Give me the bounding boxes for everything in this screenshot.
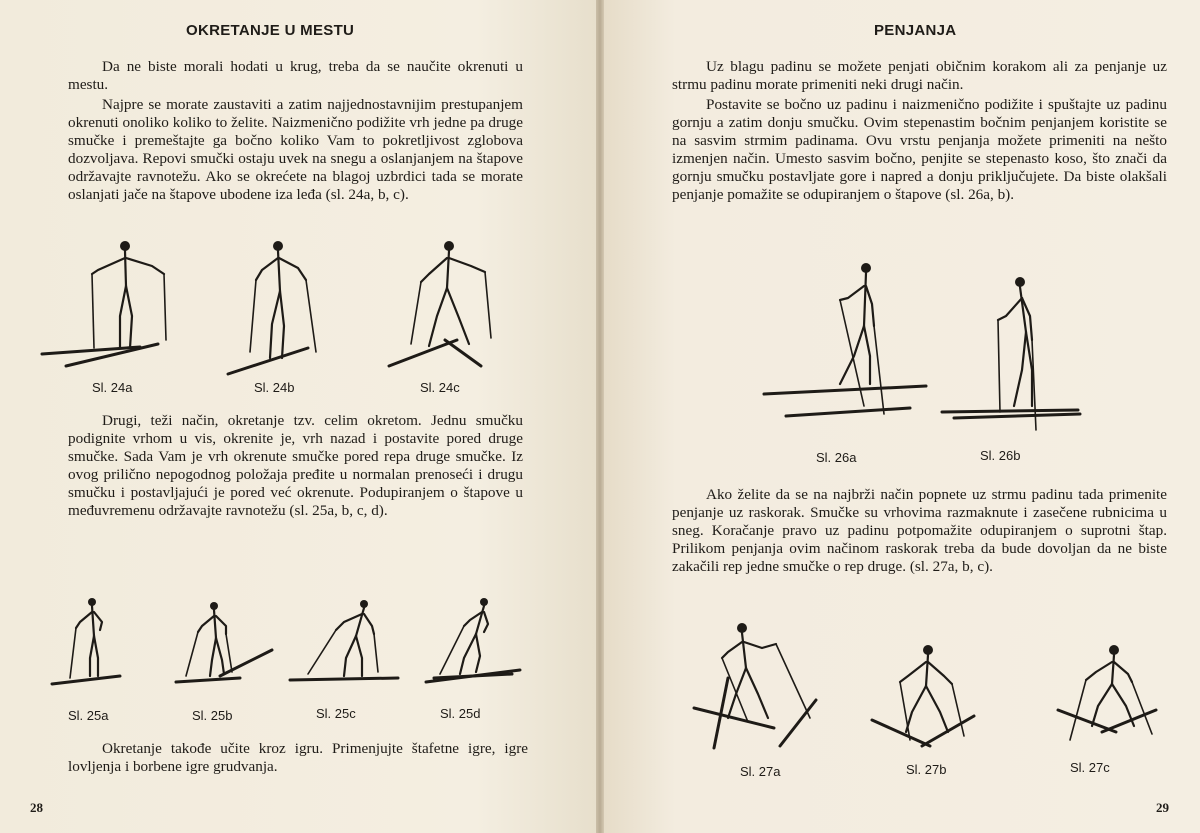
caption-24b: Sl. 24b [254,380,295,395]
left-para-1 [68,58,523,94]
left-para-1-text: Da ne biste morali hodati u krug, treba da se naučite okrenuti u mestu. [68,58,523,93]
figure-24c-skier [385,236,505,376]
right-para-2 [672,96,1167,204]
left-para-3-text: Drugi, teži način, okretanje tzv. celim okretom. Jednu smučku podignite vrhom u vis, okrenite je, vrh nazad i postavite pored druge smučke. Sada Vam je vrh okrenute smučke pored repa druge smučke. Iz ovog prilično nepogodnog položaja pređite u normalan prenoseći i drugu smučku i postavljajući je pored već okrenute. Podupiranjem o štapove u međuvremenu održavajte ravnotežu (sl. 25a, b, c, d). [68,412,523,519]
caption-24a: Sl. 24a [92,380,133,395]
caption-27c: Sl. 27c [1070,760,1110,775]
figure-24a-skier [40,236,200,371]
caption-26b: Sl. 26b [980,448,1021,463]
caption-25a: Sl. 25a [68,708,109,723]
figure-26b-skier [942,270,1092,430]
left-page [0,0,596,833]
figure-24b-skier [218,236,338,381]
left-para-4 [68,740,528,776]
left-para-4-text: Okretanje takođe učite kroz igru. Primenjujte štafetne igre, igre lovljenja i borbene igre grudvanja. [68,740,528,775]
book-gutter [596,0,604,833]
left-page-number: 28 [30,800,43,815]
left-para-2-text: Najpre se morate zaustaviti a zatim najjednostavnijim prestupanjem okrenuti onoliko koliko to želite. Naizmenično podižite vrh jedne pa druge smučke i premeštajte ga bočno koliko Vam to pokretljivost zglobova dozvoljava. Repovi smučki ostaju uvek na snegu a oslanjanjem na štapove održavajte ravnotežu. Ako se okrećete na blagoj uzbrdici tada se morate oslanjati jače na štapove ubodene iza leđa (sl. 24a, b, c). [68,96,523,203]
figure-25b-skier [170,598,280,688]
left-para-3 [68,412,523,520]
figure-25a-skier [48,592,128,692]
caption-24c: Sl. 24c [420,380,460,395]
figure-27b-skier [866,640,986,752]
caption-25c: Sl. 25c [316,706,356,721]
left-page-title: OKRETANJE U MESTU [186,22,355,39]
right-para-3-text: Ako želite da se na najbrži način popnete uz strmu padinu tada primenite penjanje uz raskorak. Smučke su vrhovima razmaknute i zasečene rubnicima u sneg. Koračanje pravo uz padinu potpomažite odupiranjem o suprotni štap. Prilikom penjanja ovim načinom raskorak treba da bude dovoljan da ne biste zakačili rep jedne smučke o rep druge. (sl. 27a, b, c). [672,486,1167,575]
right-page-title: PENJANJA [874,22,957,39]
caption-27b: Sl. 27b [906,762,947,777]
right-page-number: 29 [1156,800,1169,815]
figure-25d-skier [420,594,530,690]
figure-27c-skier [1056,640,1166,744]
figure-25c-skier [286,596,406,686]
left-para-2 [68,96,523,204]
caption-27a: Sl. 27a [740,764,781,779]
right-para-1 [672,58,1167,94]
caption-25b: Sl. 25b [192,708,233,723]
caption-26a: Sl. 26a [816,450,857,465]
caption-25d: Sl. 25d [440,706,481,721]
figure-27a-skier [692,618,822,754]
figure-26a-skier [760,256,930,426]
right-para-2-text: Postavite se bočno uz padinu i naizmenično podižite i spuštajte uz padinu gornju a zatim donju smučku. Ovim stepenastim bočnim penjanjem koristite se na sasvim strmim padinama. Ovu vrstu penjanja možete primeniti na nešto izmenjen način. Umesto sasvim bočno, penjite se stepenasto koso, što znači da gornju smučku postavljate gore i napred a donju priključujete. Da biste olakšali penjanje pomažite se odupiranjem o štapove (sl. 26a, b). [672,96,1167,203]
right-page [604,0,1200,833]
right-para-1-text: Uz blagu padinu se možete penjati običnim korakom ali za penjanje uz strmu padinu morate primeniti neki drugi način. [672,58,1167,93]
right-para-3 [672,486,1167,576]
